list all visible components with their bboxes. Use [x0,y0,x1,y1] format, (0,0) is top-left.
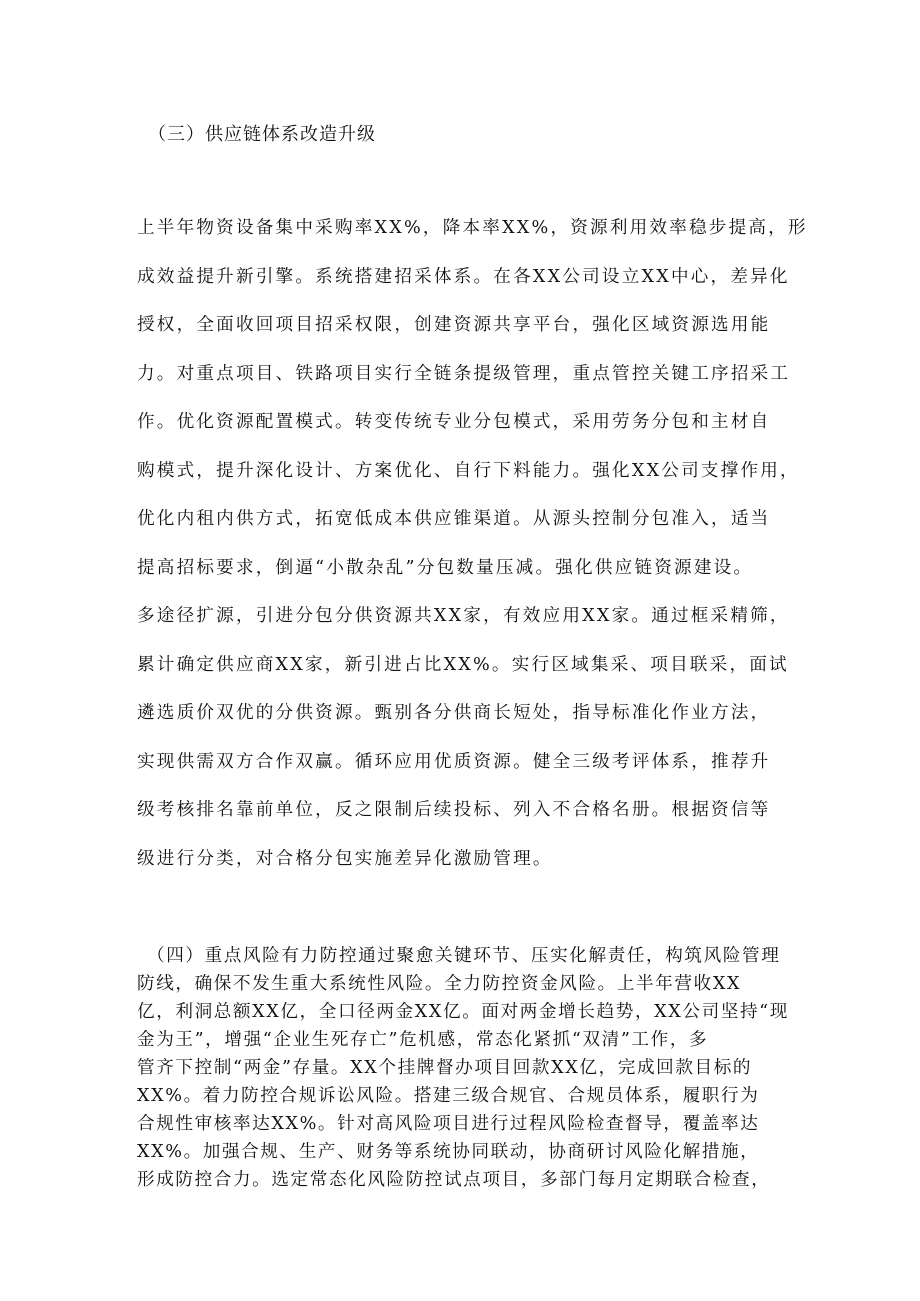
paragraph-line: 作。优化资源配置模式。转变传统专业分包模式，采用劳务分包和主材自 [137,412,771,432]
paragraph-line: 金为王”，增强“企业生死存亡”危机感，常态化紧抓“双清”工作，多 [137,1030,709,1050]
paragraph-line: 力。对重点项目、铁路项目实行全链条提级管理，重点管控关键工序招采工 [137,363,791,384]
paragraph-line: 成效益提升新引擎。系统搭建招采体系。在各XX公司设立XX中心，差异化 [137,266,790,287]
paragraph-line: 遴选质价双优的分供资源。甄别各分供商长短处，指导标准化作业方法， [137,703,771,723]
paragraph-line: 合规性审核率达XX%。针对高风险项目进行过程风险检查督导，覆盖率达 [137,1114,760,1134]
paragraph-line: 授权，全面收回项目招采权限，创建资源共享平台，强化区域资源选用能 [137,315,771,335]
paragraph-line: 级考核排名靠前单位，反之限制后续投标、列入不合格名册。根据资信等 [137,800,771,820]
paragraph-line: 形成防控合力。选定常态化风险防控试点项目，多部门每月定期联合检查， [137,1170,771,1190]
paragraph-line: 累计确定供应商XX家，新引进占比XX%。实行区域集采、项目联采，面试 [137,654,789,675]
paragraph-line: 上半年物资设备集中采购率XX%，降本率XX%，资源利用效率稳步提高，形 [137,218,808,238]
section-heading: （三）供应链体系改造升级 [148,124,376,145]
section3-paragraph [137,212,808,875]
paragraph-line: 优化内租内供方式，拓宽低成本供应锥渠道。从源头控制分包准入，适当 [137,509,771,529]
paragraph-line: 实现供需双方合作双赢。循环应用优质资源。健全三级考评体系，推荐升 [137,751,771,772]
paragraph-line: 管齐下控制“两金”存量。XX个挂牌督办项目回款XX亿，完成回款目标的 [137,1058,753,1078]
paragraph-line: 提高招标要求，倒逼“小散杂乱”分包数量压减。强化供应链资源建设。 [137,557,754,578]
paragraph-line: XX%。着力防控合规诉讼风险。搭建三级合规官、合规员体系，履职行为 [137,1086,760,1106]
paragraph-line: 亿，利洞总额XX亿，全口径两金XX亿。面对两金增长趋势，XX公司坚持“现 [137,1002,789,1022]
section4-paragraph [137,942,797,1194]
paragraph-line: 防线，确保不发生重大系统性风险。全力防控资金风险。上半年营收XX [137,974,742,994]
paragraph-line: （四）重点风险有力防控通过聚愈关键环节、压实化解责任，构筑风险管理 [147,946,781,966]
paragraph-line: XX%。加强合规、生产、财务等系统协同联动，协商研讨风险化解措施， [137,1142,760,1162]
paragraph-line: 购模式，提升深化设计、方案优化、自行下料能力。强化XX公司支撑作用， [137,460,800,481]
paragraph-line: 级进行分类，对合格分包实施差异化激励管理。 [137,848,553,869]
paragraph-line: 多途径扩源，引进分包分供资源共XX家，有效应用XX家。通过框采精筛， [137,606,790,626]
